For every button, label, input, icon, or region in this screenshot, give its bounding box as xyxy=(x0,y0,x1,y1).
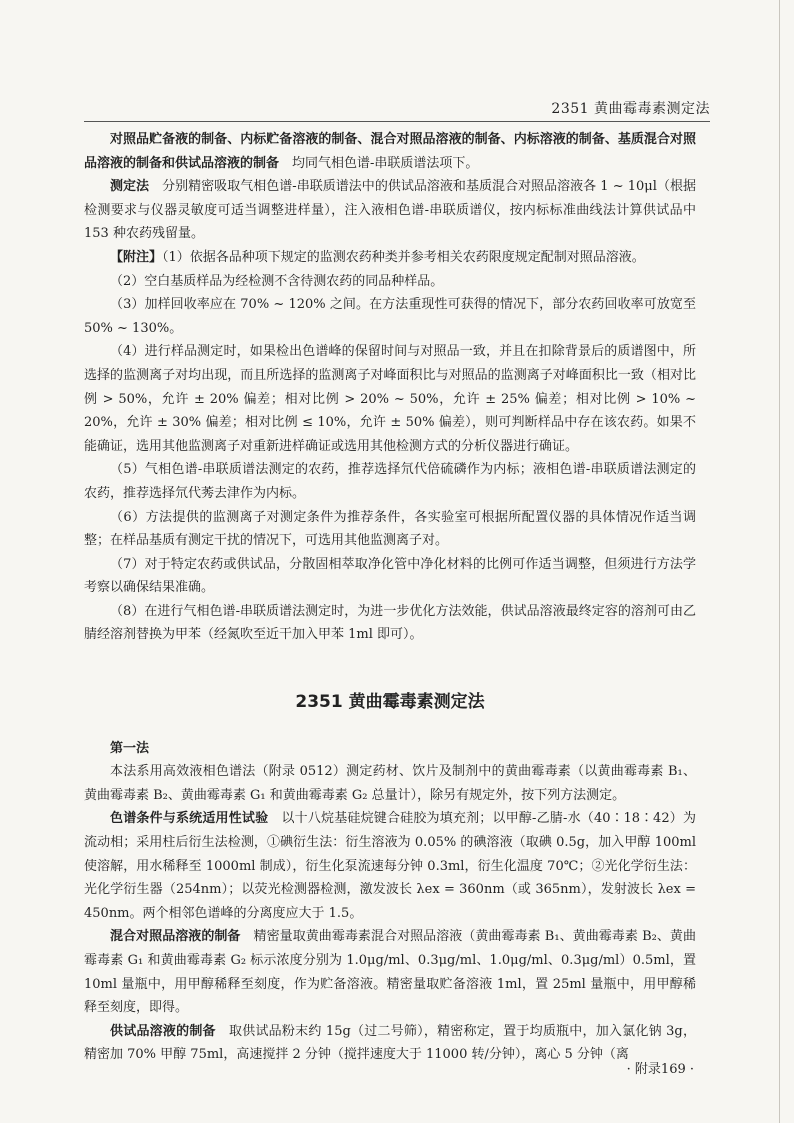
header-rule xyxy=(84,121,710,122)
note-4: （4）进行样品测定时，如果检出色谱峰的保留时间与对照品一致，并且在扣除背景后的质谱图中，所选择的监测离子对均出现，而且所选择的监测离子对峰面积比与对照品的监测离子对峰面积比一致（相对比例 > 50%，允许 ± 20% 偏差；相对比例 > 20% ~ 50%，允许 ± 25% 偏差；相对比例 > 10% ~ 20%，允许 ± 30% 偏差；相对比例 ≤ 10%，允许 ± 50% 偏差），则可判断样品中存在该农药。如果不能确证，选用其他监测离子对重新进样确证或选用其他检测方式的分析仪器进行确证。 xyxy=(84,344,696,454)
note-7: （7）对于特定农药或供试品，分散固相萃取净化管中净化材料的比例可作适当调整，但须进行方法学考察以确保结果准确。 xyxy=(84,556,696,596)
page-number: · 附录169 · xyxy=(626,1062,694,1077)
sample-prep-paragraph xyxy=(84,1020,696,1067)
prep-paragraph xyxy=(84,128,696,175)
sample-prep-text: 取供试品粉末约 15g（过二号筛），精密称定，置于均质瓶中，加入氯化钠 3g，精密加 70% 甲醇 75ml，高速搅拌 2 分钟（搅拌速度大于 11000 转/分钟），离心 5 分钟（离 xyxy=(84,1023,696,1063)
note-3: （3）加样回收率应在 70% ~ 120% 之间。在方法重现性可获得的情况下，部分农药回收率可放宽至 50% ~ 130%。 xyxy=(84,297,696,336)
method-text: 分别精密吸取气相色谱-串联质谱法中的供试品溶液和基质混合对照品溶液各 1 ~ 10μl（根据检测要求与仪器灵敏度可适当调整进样量），注入液相色谱-串联质谱仪，按内标标准曲线法计算供试品中 153 种农药残留量。 xyxy=(84,179,696,242)
mix-standard-label: 混合对照品溶液的制备 xyxy=(110,929,241,945)
prep-text: 均同气相色谱-串联质谱法项下。 xyxy=(292,155,479,171)
page-body xyxy=(84,128,696,1067)
intro-paragraph: 本法系用高效液相色谱法（附录 0512）测定药材、饮片及制剂中的黄曲霉毒素（以黄曲霉毒素 B₁、黄曲霉毒素 B₂、黄曲霉毒素 G₁ 和黄曲霉毒素 G₂ 总量计），除另有规定外，按下列方法测定。 xyxy=(84,764,696,803)
chromatography-text: 以十八烷基硅烷键合硅胶为填充剂；以甲醇-乙腈-水（40∶18∶42）为流动相；采用柱后衍生法检测，①碘衍生法：衍生溶液为 0.05% 的碘溶液（取碘 0.5g，加入甲醇 100ml 使溶解，用水稀释至 1000ml 制成），衍生化泵流速每分钟 0.3ml，衍生化温度 70℃；②光化学衍生法：光化学衍生器（254nm）；以荧光检测器检测，激发波长 λex = 360nm（或 365nm），发射波长 λex = 450nm。两个相邻色谱峰的分离度应大于 1.5。 xyxy=(84,811,696,921)
section-title: 2351 黄曲霉毒素测定法 xyxy=(295,692,485,713)
chromatography-paragraph xyxy=(84,807,696,925)
notes-label: 【附注】 xyxy=(110,249,163,265)
method-one-heading: 第一法 xyxy=(110,740,150,756)
note-2: （2）空白基质样品为经检测不含待测农药的同品种样品。 xyxy=(110,273,444,289)
sample-prep-label: 供试品溶液的制备 xyxy=(110,1023,216,1039)
note-8: （8）在进行气相色谱-串联质谱法测定时，为进一步优化方法效能，供试品溶液最终定容的溶剂可由乙腈经溶剂替换为甲苯（经氮吹至近干加入甲苯 1ml 即可）。 xyxy=(84,603,696,643)
method-paragraph xyxy=(84,175,696,246)
note-6: （6）方法提供的监测离子对测定条件为推荐条件，各实验室可根据所配置仪器的具体情况作适当调整；在样品基质有测定干扰的情况下，可选用其他监测离子对。 xyxy=(84,509,696,549)
prep-heading: 对照品贮备液的制备、内标贮备溶液的制备、混合对照品溶液的制备、内标溶液的制备、基质混合对照品溶液的制备和供试品溶液的制备 xyxy=(84,132,696,171)
method-label: 测定法 xyxy=(110,179,150,195)
mix-standard-text: 精密量取黄曲霉毒素混合对照品溶液（黄曲霉毒素 B₁、黄曲霉毒素 B₂、黄曲霉毒素 G₁ 和黄曲霉毒素 G₂ 标示浓度分别为 1.0μg/ml、0.3μg/ml、1.0μg/ml、0.3μg/ml）0.5ml，置 10ml 量瓶中，用甲醇稀释至刻度，作为贮备溶液。精密量取贮备溶液 1ml，置 25ml 量瓶中，用甲醇稀释至刻度，即得。 xyxy=(84,929,696,1016)
running-header: 2351 黄曲霉毒素测定法 xyxy=(551,101,710,117)
mix-standard-paragraph xyxy=(84,925,696,1019)
note-1: 【附注】（1）依据各品种项下规定的监测农药种类并参考相关农药限度规定配制对照品溶液。 xyxy=(110,249,645,265)
chromatography-label: 色谱条件与系统适用性试验 xyxy=(110,811,269,827)
note-5: （5）气相色谱-串联质谱法测定的农药，推荐选择氘代倍硫磷作为内标；液相色谱-串联质谱法测定的农药，推荐选择氘代莠去津作为内标。 xyxy=(84,462,696,501)
page-edge xyxy=(779,0,780,1123)
